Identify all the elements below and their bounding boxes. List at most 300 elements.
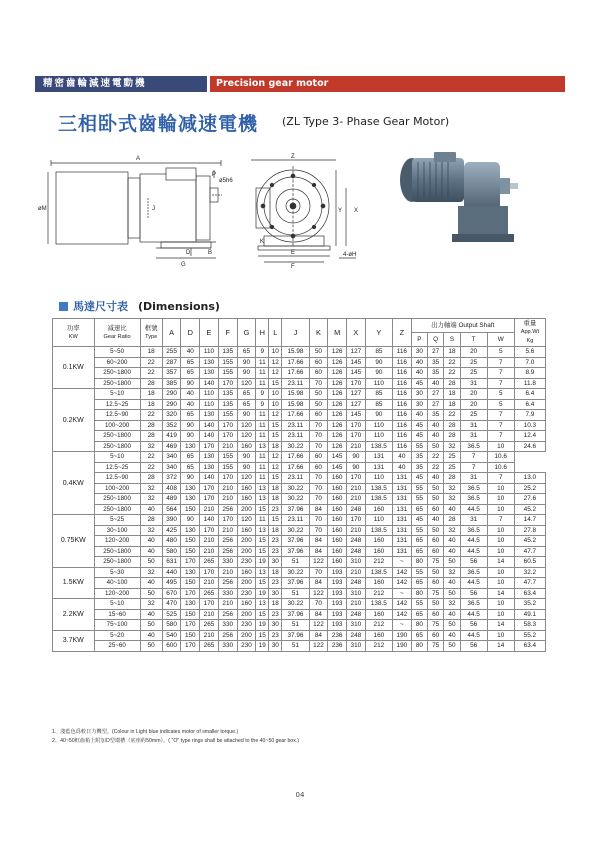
label-J: J [152,206,155,212]
value-cell: 23.11 [282,378,309,389]
value-cell: 160 [328,525,347,536]
table-row [53,378,546,389]
value-cell: 14 [487,588,514,599]
value-cell: 120 [237,378,256,389]
value-cell: 150 [181,546,200,557]
value-cell: 23 [269,546,282,557]
header-dim: Y [365,319,392,347]
value-cell: 25 [460,368,487,379]
value-cell: 12 [269,410,282,421]
value-cell: 310 [347,620,366,631]
label-S: ø5h6 [219,178,233,184]
value-cell: 160 [365,630,392,641]
value-cell: 22 [444,410,460,421]
value-cell: 17.66 [282,452,309,463]
value-cell: 469 [162,441,181,452]
value-cell: 15 [269,431,282,442]
value-cell: 90 [365,357,392,368]
value-cell: 9 [256,399,269,410]
value-cell: 160 [365,609,392,620]
value-cell: 19 [256,557,269,568]
value-cell: 84 [309,630,328,641]
value-cell: 14.7 [514,515,545,526]
header-dim: J [282,319,309,347]
value-cell: 210 [218,441,237,452]
value-cell: 145 [328,452,347,463]
value-cell: 19 [256,588,269,599]
value-cell: 80 [411,620,427,631]
value-cell: 15 [256,536,269,547]
value-cell: 31 [460,431,487,442]
value-cell: 193 [328,578,347,589]
value-cell: 17.66 [282,357,309,368]
value-cell: 600 [162,641,181,652]
value-cell: 130 [200,368,219,379]
value-cell: 65 [411,609,427,620]
value-cell: 30 [269,557,282,568]
value-cell: 160 [328,483,347,494]
value-cell: 65 [411,630,427,641]
value-cell: 170 [200,483,219,494]
value-cell: 45 [411,473,427,484]
value-cell: 130 [200,410,219,421]
table-row [53,641,546,652]
value-cell: 7 [487,357,514,368]
value-cell: 170 [218,515,237,526]
value-cell: 24.6 [514,441,545,452]
value-cell: 13 [256,567,269,578]
value-cell: 122 [309,620,328,631]
value-cell: 65 [181,368,200,379]
table-row [53,515,546,526]
value-cell: 170 [347,473,366,484]
value-cell: 7 [487,431,514,442]
value-cell: 256 [218,578,237,589]
ratio-cell: 250~1800 [94,557,140,568]
value-cell: 10.6 [487,462,514,473]
header-dim: A [162,319,181,347]
value-cell: 11 [256,462,269,473]
value-cell: 142 [393,567,412,578]
value-cell: 55 [411,599,427,610]
value-cell: 126 [328,389,347,400]
value-cell: 340 [162,462,181,473]
value-cell: 30.22 [282,483,309,494]
value-cell: 40 [428,420,444,431]
value-cell: 170 [347,515,366,526]
ratio-cell: 40~100 [94,578,140,589]
value-cell: 37.96 [282,504,309,515]
value-cell: 138.5 [365,494,392,505]
section-heading-cn: 馬達尺寸表 [73,300,128,313]
banner-cn: 精密齒輪減速電動機 [35,76,207,92]
value-cell: 116 [393,410,412,421]
table-row [53,473,546,484]
table-row [53,504,546,515]
header-shaft-col: S [444,333,460,347]
value-cell: 13 [256,525,269,536]
value-cell: 13 [256,483,269,494]
value-cell: 22 [140,452,162,463]
value-cell: 200 [237,578,256,589]
value-cell: 56 [460,641,487,652]
value-cell: 23.11 [282,431,309,442]
value-cell: 7 [460,462,487,473]
value-cell: 150 [181,609,200,620]
value-cell: 390 [162,515,181,526]
value-cell: 352 [162,420,181,431]
value-cell: 47.7 [514,546,545,557]
value-cell: 11 [256,431,269,442]
value-cell: 248 [347,546,366,557]
value-cell: 200 [237,609,256,620]
value-cell: 210 [218,525,237,536]
value-cell: 23 [269,578,282,589]
label-A: A [136,156,141,162]
value-cell: 55 [411,441,427,452]
value-cell: 65 [411,504,427,515]
value-cell: 56 [460,588,487,599]
value-cell: 310 [347,641,366,652]
value-cell: 51 [282,557,309,568]
value-cell: 90 [237,368,256,379]
value-cell: 145 [328,462,347,473]
value-cell: 18 [269,567,282,578]
value-cell: 40 [444,578,460,589]
value-cell: 28 [140,431,162,442]
value-cell: 51 [282,588,309,599]
value-cell: 23 [269,609,282,620]
value-cell: 32 [444,599,460,610]
header-dim: M [328,319,347,347]
value-cell: 236 [328,641,347,652]
value-cell: 18 [140,399,162,410]
label-D: D [186,250,191,256]
dimensions-table [52,318,546,652]
header-dim: X [347,319,366,347]
value-cell: 200 [237,630,256,641]
value-cell: 70 [309,599,328,610]
value-cell: 265 [200,588,219,599]
value-cell: 10.6 [487,452,514,463]
value-cell: 130 [181,441,200,452]
value-cell: 631 [162,557,181,568]
value-cell: 193 [328,609,347,620]
kw-cell: 0.4KW [53,452,95,515]
value-cell: 23.11 [282,515,309,526]
ratio-cell: 12.5~90 [94,473,140,484]
value-cell: 35.2 [514,599,545,610]
value-cell: 18 [140,347,162,358]
value-cell: 30 [269,620,282,631]
value-cell: 35 [428,368,444,379]
value-cell: 50 [444,588,460,599]
value-cell: 45 [411,515,427,526]
value-cell: 170 [218,420,237,431]
value-cell: 160 [365,536,392,547]
value-cell: 84 [309,536,328,547]
value-cell: 70 [309,473,328,484]
value-cell: 193 [328,599,347,610]
value-cell: 170 [347,378,366,389]
value-cell: 22 [140,410,162,421]
value-cell: 130 [181,483,200,494]
value-cell: 90 [347,462,366,473]
value-cell: 190 [393,641,412,652]
value-cell: 122 [309,588,328,599]
ratio-cell: 12.5~90 [94,410,140,421]
value-cell: 210 [347,494,366,505]
value-cell: 160 [237,567,256,578]
value-cell: 15 [256,504,269,515]
value-cell: 5 [487,347,514,358]
value-cell: 65 [181,462,200,473]
value-cell: 14 [487,641,514,652]
value-cell: 70 [309,567,328,578]
footnote-2: 2、40~50框齒箱上附加O型環槽（底座約50mm）。( "O" type rings shall be attached to the 40~50 gear box.) [52,738,300,744]
value-cell: 126 [328,441,347,452]
value-cell: 90 [365,410,392,421]
value-cell: 65 [181,410,200,421]
value-cell: 170 [218,431,237,442]
value-cell: 160 [365,578,392,589]
table-row [53,620,546,631]
value-cell: 236 [328,630,347,641]
value-cell: 70 [309,494,328,505]
ratio-cell: 12.5~25 [94,399,140,410]
kw-cell: 0.2KW [53,389,95,452]
value-cell: 60 [428,536,444,547]
value-cell: 320 [162,410,181,421]
value-cell: 138.5 [365,441,392,452]
value-cell: 150 [181,578,200,589]
ratio-cell: 5~10 [94,389,140,400]
value-cell: 122 [309,557,328,568]
value-cell: 36.5 [460,483,487,494]
value-cell: 90 [237,410,256,421]
value-cell: 160 [237,494,256,505]
value-cell: 138.5 [365,525,392,536]
value-cell: 11 [256,368,269,379]
value-cell: 130 [200,462,219,473]
value-cell: 15 [256,546,269,557]
value-cell: 7.0 [514,357,545,368]
value-cell: 37.96 [282,536,309,547]
value-cell: 22 [444,357,460,368]
value-cell: 12 [269,357,282,368]
value-cell: 193 [328,588,347,599]
value-cell: 50 [444,557,460,568]
gear-motor-photo [392,148,522,248]
ratio-cell: 5~10 [94,452,140,463]
value-cell: 7 [460,452,487,463]
ratio-cell: 120~200 [94,588,140,599]
value-cell: 287 [162,357,181,368]
value-cell: 210 [347,441,366,452]
value-cell: 155 [218,452,237,463]
value-cell: 116 [393,441,412,452]
value-cell: 40 [140,504,162,515]
header-shaft-col: Q [428,333,444,347]
section-heading [59,298,220,314]
label-F: F [291,264,295,268]
value-cell: 170 [181,620,200,631]
value-cell: 32 [444,567,460,578]
table-row [53,578,546,589]
value-cell: 145 [347,410,366,421]
value-cell: 85 [365,389,392,400]
value-cell: 40 [428,473,444,484]
value-cell: 28 [444,420,460,431]
value-cell: 160 [237,525,256,536]
value-cell: 127 [347,389,366,400]
value-cell: 18 [269,494,282,505]
value-cell: 11 [256,473,269,484]
value-cell: 75 [428,620,444,631]
value-cell: 131 [393,536,412,547]
section-bullet-icon [59,302,68,311]
value-cell: 15.98 [282,389,309,400]
value-cell: 564 [162,504,181,515]
value-cell: 122 [309,641,328,652]
value-cell: 32 [444,483,460,494]
value-cell: 130 [181,567,200,578]
value-cell: 37.96 [282,546,309,557]
header-weight: 重量 App.Wt Kg [514,319,545,347]
value-cell: 60 [309,357,328,368]
table-row [53,357,546,368]
page-number: 04 [295,791,305,799]
value-cell: 51 [282,620,309,631]
value-cell: 44.5 [460,504,487,515]
value-cell: 27.6 [514,494,545,505]
value-cell: 65 [411,578,427,589]
value-cell: 60 [428,630,444,641]
value-cell: 200 [237,504,256,515]
table-row [53,462,546,473]
value-cell: 23.11 [282,473,309,484]
value-cell: 55 [411,567,427,578]
value-cell: 256 [218,504,237,515]
value-cell: 110 [200,389,219,400]
label-H: 4-øH [343,252,357,258]
value-cell: 170 [181,557,200,568]
value-cell: 131 [365,462,392,473]
value-cell: 60 [428,504,444,515]
value-cell: 40 [140,536,162,547]
value-cell: 425 [162,525,181,536]
value-cell: 23 [269,630,282,641]
value-cell: 440 [162,567,181,578]
value-cell: 13 [256,599,269,610]
value-cell: 10 [487,536,514,547]
value-cell: 131 [393,525,412,536]
value-cell: 170 [181,588,200,599]
value-cell: 170 [347,420,366,431]
value-cell: 5 [487,399,514,410]
value-cell: 265 [200,557,219,568]
value-cell: 130 [181,494,200,505]
value-cell: 27 [428,399,444,410]
value-cell: 70 [309,525,328,536]
value-cell: 44.5 [460,536,487,547]
value-cell: 40 [140,578,162,589]
value-cell: 60 [309,410,328,421]
value-cell: 170 [218,378,237,389]
ratio-cell: 25~60 [94,641,140,652]
ratio-cell: 250~1800 [94,494,140,505]
value-cell: 11.8 [514,378,545,389]
value-cell: 126 [328,378,347,389]
value-cell: 525 [162,609,181,620]
value-cell: 142 [393,609,412,620]
value-cell: 150 [181,504,200,515]
value-cell: 32 [444,525,460,536]
value-cell: 36.5 [460,494,487,505]
value-cell: 7 [487,410,514,421]
value-cell: ~ [393,620,412,631]
value-cell: 138.5 [365,483,392,494]
value-cell: 210 [200,536,219,547]
value-cell: 50 [140,588,162,599]
value-cell: 210 [347,599,366,610]
table-row [53,567,546,578]
value-cell: 142 [393,599,412,610]
value-cell: 90 [237,452,256,463]
value-cell: 28 [444,473,460,484]
table-row [53,599,546,610]
header-dim: K [309,319,328,347]
value-cell: 12 [269,368,282,379]
value-cell: 160 [328,557,347,568]
ratio-cell: 5~20 [94,630,140,641]
value-cell: 310 [347,588,366,599]
value-cell: 248 [347,609,366,620]
value-cell: 160 [328,536,347,547]
value-cell: 580 [162,620,181,631]
ratio-cell: 5~10 [94,599,140,610]
kw-cell: 1.5KW [53,567,95,599]
table-row [53,557,546,568]
value-cell: 170 [200,441,219,452]
value-cell: 44.5 [460,546,487,557]
ratio-cell: 75~100 [94,620,140,631]
value-cell: 190 [393,630,412,641]
value-cell: 210 [347,567,366,578]
value-cell: 90 [181,378,200,389]
value-cell: 20 [460,347,487,358]
value-cell: 15 [256,630,269,641]
value-cell: 160 [328,494,347,505]
value-cell: 32 [140,567,162,578]
table-row [53,399,546,410]
table-row [53,347,546,358]
value-cell: 480 [162,536,181,547]
value-cell: 30.22 [282,441,309,452]
value-cell: 116 [393,399,412,410]
table-row [53,609,546,620]
value-cell: 63.4 [514,641,545,652]
value-cell: 30 [411,389,427,400]
value-cell: 138.5 [365,599,392,610]
value-cell: 32 [140,494,162,505]
value-cell: 44.5 [460,609,487,620]
value-cell: 50 [444,641,460,652]
value-cell: 14 [487,557,514,568]
kw-cell: 0.75KW [53,515,95,568]
value-cell: 36.5 [460,599,487,610]
header-ratio: 减速比 Gear Ratio [94,319,140,347]
